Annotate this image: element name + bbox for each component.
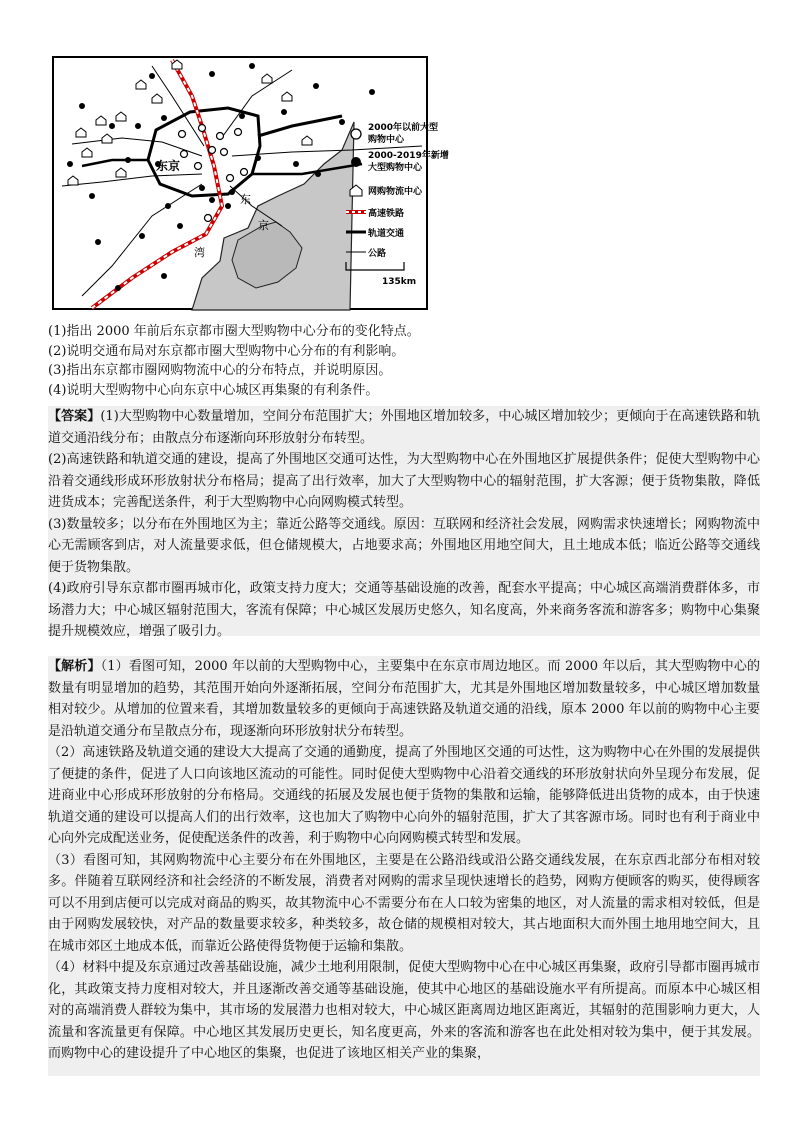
analysis-2: （2）高速铁路及轨道交通的建设大大提高了交通的通勤度，提高了外围地区交通的可达性，这为购物中心在外围的发展提供了便捷的条件，促进了人口向该地区流动的可能性。同时促使大型购物中心沿着交通线的环形放射状向外呈现分布发展，促进商业中心形成环形放射的分布格局。交通线的拓展及发展也便于货物的集散和运输，能够降低进出货物的成本，由于快速轨道交通的建设可以提高人们的出行效率，这也加大了购物中心向外的辐射范围，扩大了其客源市场。同时也有利于商业中心向外完成配送业务，促使配送条件的改善，利于购物中心向网购模式转型和发展。: [48, 745, 760, 846]
tokyo-metro-map: [52, 56, 449, 310]
svg-text:高速铁路: 高速铁路: [368, 209, 405, 219]
svg-text:2000-2019年新增: 2000-2019年新增: [368, 151, 449, 161]
svg-text:网购物流中心: 网购物流中心: [368, 187, 423, 197]
filled-dot-icon: [351, 157, 361, 167]
answer-2: (2)高速铁路和轨道交通的建设，提高了外围地区交通可达性，为大型购物中心在外围地区扩展提供条件；促使大型购物中心沿着交通线形成环形放射状分布格局；提高了出行效率，加大了大型购物中心的辐射范围，扩大客源；便于货物集散，降低进货成本；完善配送条件，利于大型购物中心向网购模式转型。: [48, 452, 760, 510]
analysis-block: [48, 656, 760, 1076]
svg-text:大型购物中心: 大型购物中心: [368, 163, 423, 173]
answer-block: [48, 406, 760, 639]
analysis-1: 【解析】（1）看图可知，2000 年以前的大型购物中心，主要集中在东京市周边地区。而 2000 年以后，其大型购物中心的数量有明显增加的趋势，其范围开始向外逐渐拓展，空间分布范围扩大，尤其是外围地区增加数量较多，中心城区增加数量相对较少。从增加的位置来看，其增加数量较多的更倾向于高速铁路及轨道交通的沿线，原本 2000 年以前的购物中心主要是沿轨道交通分布呈散点分布，现逐渐向环形放射状分布转型。: [48, 659, 760, 739]
hollow-circle-icon: [351, 129, 361, 139]
question-2: (2)说明交通布局对东京都市圈大型购物中心分布的有利影响。: [48, 343, 405, 359]
analysis-4: （4）材料中提及东京通过改善基础设施，减少土地利用限制，促使大型购物中心在中心城区再集聚，政府引导都市圈再城市化，其政策支持力度相对较大，并且逐渐改善交通等基础设施，使其中心地区的基础设施水平有所提高。而原本中心城区相对的高端消费人群较为集中，其市场的发展潜力也相对较大，中心城区距离周边地区距离近，其辐射的范围影响力更大，人流量和客流量更有保障。中心地区其发展历史更长，知名度更高，外来的客流和游客也在此处相对较为集中，便于其发展。而购物中心的建设提升了中心地区的集聚，也促进了该地区相关产业的集聚，: [48, 960, 760, 1061]
scale-label: 135km: [382, 277, 417, 287]
svg-text:购物中心: 购物中心: [368, 135, 405, 145]
answer-label: 【答案】: [48, 409, 101, 424]
answer-4: (4)政府引导东京都市圈再城市化，政策支持力度大；交通等基础设施的改善，配套水平提高；中心城区高端消费群体多，市场潜力大；中心城区辐射范围大，客流有保障；中心城区发展历史悠久，知名度高，外来商务客流和游客多；购物中心集聚提升规模效应，增强了吸引力。: [48, 581, 760, 639]
questions: [48, 322, 758, 400]
svg-text:湾: 湾: [194, 246, 205, 259]
svg-text:公路: 公路: [368, 249, 387, 259]
svg-text:轨道交通: 轨道交通: [368, 229, 405, 239]
svg-text:京: 京: [258, 219, 269, 232]
legend-line-1a: 2000年以前大型: [368, 123, 439, 133]
analysis-3: （3）看图可知，其网购物流中心主要分布在外围地区，主要是在公路沿线或沿公路交通线发展，在东京西北部分布相对较多。伴随着互联网经济和社会经济的不断发展，消费者对网购的需求呈现快速增长的趋势，网购方便顾客的购买，使得顾客可以不用到店便可以完成对商品的购买，故其物流中心不需要分布在人口较为密集的地区，对人流量的需求相对较低，但是由于网购发展较快，对产品的数量要求较多，种类较多，故仓储的规模相对较大，其占地面积大而外围土地用地空间大，且在城市郊区土地成本低，而靠近公路使得货物便于运输和集散。: [48, 852, 760, 954]
svg-text:东: 东: [240, 193, 251, 206]
answer-1: 【答案】(1)大型购物中心数量增加，空间分布范围扩大；外围地区增加较多，中心城区增加较少；更倾向于在高速铁路和轨道交通沿线分布；由散点分布逐渐向环形放射分布转型。: [48, 409, 760, 446]
question-4: (4)说明大型购物中心向东京中心城区再集聚的有利条件。: [48, 382, 379, 398]
analysis-label: 【解析】: [48, 659, 101, 674]
city-label: 东京: [156, 159, 181, 173]
question-1: (1)指出 2000 年前后东京都市圈大型购物中心分布的变化特点。: [48, 324, 420, 339]
question-3: (3)指出东京都市圈网购物流中心的分布特点，并说明原因。: [48, 363, 392, 378]
answer-3: (3)数量较多；以分布在外围地区为主；靠近公路等交通线。原因：互联网和经济社会发展，网购需求快速增长；网购物流中心无需顾客到店，对人流量要求低，但仓储规模大，占地要求高；外围地区用地空间大，且土地成本低；临近公路等交通线便于货物集散。: [48, 516, 760, 575]
